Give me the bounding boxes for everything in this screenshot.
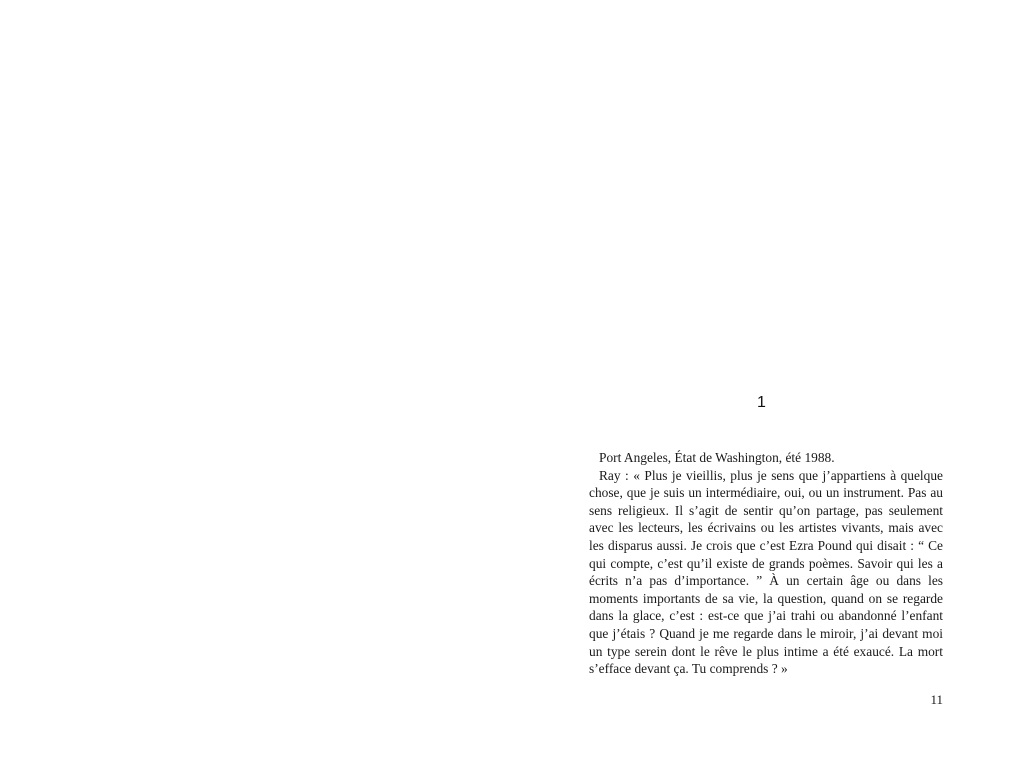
paragraph-location: Port Angeles, État de Washington, été 1988.: [599, 450, 835, 465]
page-number: 11: [930, 692, 943, 707]
chapter-number: 1: [757, 394, 766, 411]
paragraph-quote: Ray : « Plus je vieillis, plus je sens que j’appartiens à quelque chose, que je suis un intermédiaire, oui, ou un instrument. Pas au sens religieux. Il s’agit de sentir qu’on partage, pas seulement avec les lecteurs, les écrivains ou les artistes vivants, mais avec les disparus aussi. Je crois que c’est Ezra Pound qui disait : “ Ce qui compte, c’est qu’il existe de grands poèmes. Savoir qui les a écrits n’a pas d’importance. ” À un certain âge ou dans les moments importants de sa vie, la question, quand on se regarde dans la glace, c’est : est-ce que j’ai trahi ou abandonné l’enfant que j’étais ? Quand je me regarde dans le miroir, j’ai devant moi un type serein dont le rêve le plus intime a été exaucé. La mort s’efface devant ça. Tu comprends ? »: [589, 467, 943, 677]
body-text: [589, 449, 943, 678]
